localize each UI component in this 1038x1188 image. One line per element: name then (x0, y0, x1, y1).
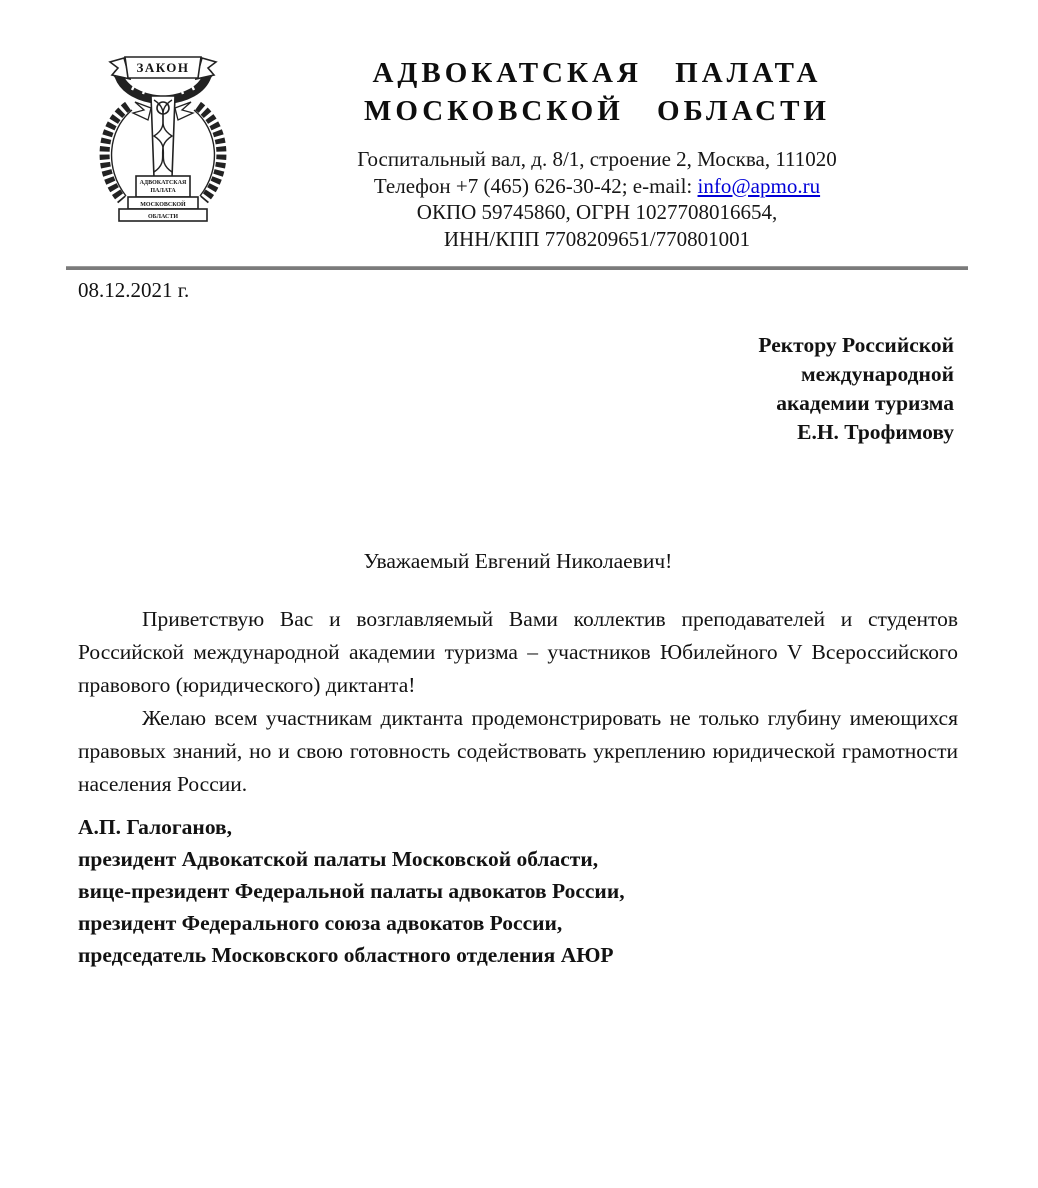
recipient-line: Ректору Российской (758, 333, 954, 357)
signature-line: А.П. Галоганов, (78, 815, 233, 839)
org-inn-kpp: ИНН/КПП 7708209651/770801001 (443, 226, 751, 251)
letterhead (0, 0, 1038, 252)
signature-line: президент Адвокатской палаты Московской области, (78, 847, 599, 871)
logo-pedestal-text: МОСКОВСКОЙ (140, 202, 186, 208)
logo-pedestal-text: ОБЛАСТИ (148, 214, 178, 220)
law-emblem-icon (88, 50, 238, 226)
salutation: Уважаемый Евгений Николаевич! (363, 549, 673, 573)
organization-logo (88, 50, 238, 252)
law-banner-icon (110, 57, 216, 79)
signature-block (78, 811, 1038, 971)
logo-banner-text: ЗАКОН (136, 60, 190, 75)
org-title (238, 54, 956, 130)
org-okpo-ogrn: ОКПО 59745860, ОГРН 1027708016654, (416, 200, 778, 224)
column-shaft-icon (133, 96, 193, 178)
org-phone-email (238, 173, 956, 200)
org-title-line2: МОСКОВСКОЙ ОБЛАСТИ (363, 95, 830, 127)
org-title-line1: АДВОКАТСКАЯ ПАЛАТА (372, 57, 822, 89)
recipient-line: международной (800, 362, 954, 386)
paragraph-1: Приветствую Вас и возглавляемый Вами коллектив преподавателей и студентов Российской международной академии туризма – участников Юбилейного V Всероссийского правового (юридического) диктанта! (78, 607, 958, 697)
signature-line: вице-президент Федеральной палаты адвокатов России, (78, 879, 625, 903)
org-address: Госпитальный вал, д. 8/1, строение 2, Москва, 111020 (357, 147, 837, 171)
recipient-block (0, 331, 954, 447)
email-link[interactable]: info@apmo.ru (697, 173, 821, 198)
org-contact-block (238, 146, 956, 252)
recipient-line: академии туризма (776, 391, 954, 415)
recipient-line: Е.Н. Трофимову (797, 420, 954, 444)
logo-pedestal-text: АДВОКАТСКАЯ (139, 180, 187, 186)
signature-line: президент Федерального союза адвокатов России, (78, 911, 563, 935)
divider-line (66, 266, 968, 270)
letter-date: 08.12.2021 г. (78, 278, 190, 302)
phone-email-prefix: Телефон +7 (465) 626-30-42; e-mail: (373, 173, 698, 198)
letterhead-text (238, 50, 956, 252)
logo-pedestal-text: ПАЛАТА (150, 188, 176, 194)
signature-line: председатель Московского областного отделения АЮР (78, 943, 614, 967)
paragraph-2: Желаю всем участникам диктанта продемонстрировать не только глубину имеющихся правовых знаний, но и свою готовность содействовать укреплению юридической грамотности населения России. (78, 706, 958, 796)
